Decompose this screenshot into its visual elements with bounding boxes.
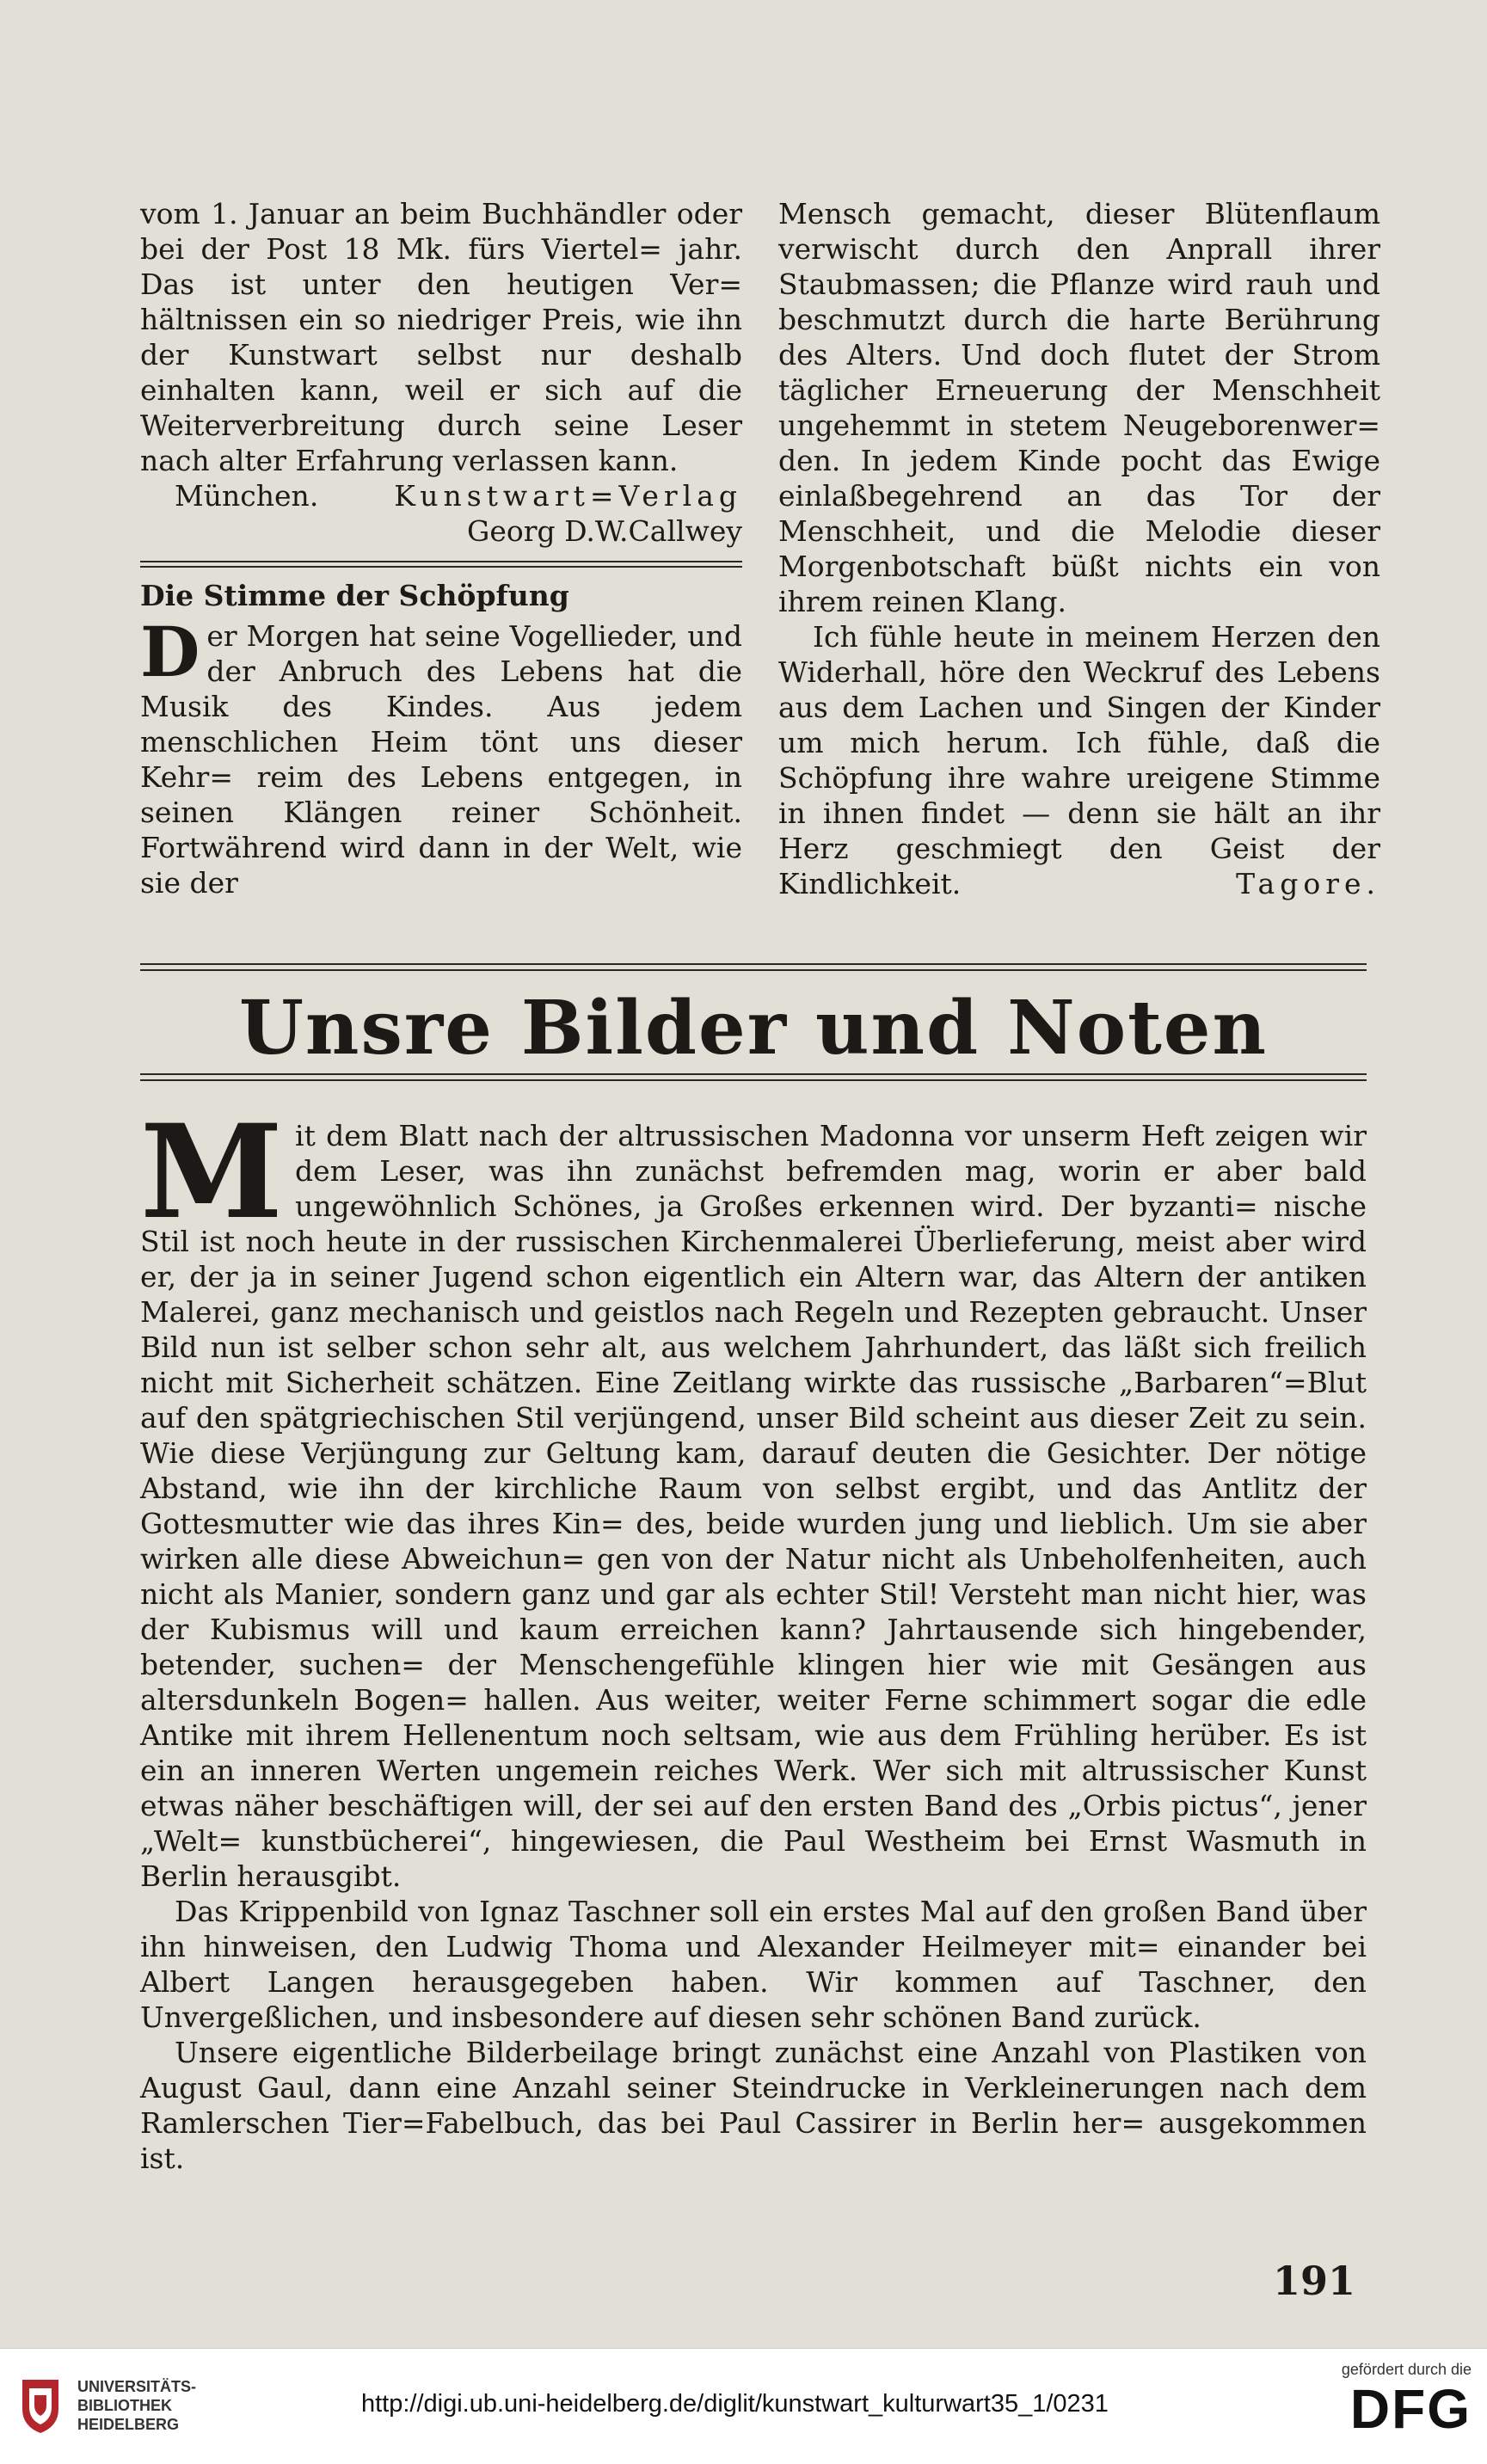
viewer-footer: [0, 2348, 1487, 2464]
drop-cap: D: [140, 611, 200, 692]
article-paragraph-2: Das Krippenbild von Ignaz Taschner soll ein erstes Mal auf den großen Band über ihn hinweisen, den Ludwig Thoma und Alexander Heilmeyer mit= einander bei Albert Langen herausgegeben haben. Wir kommen auf Taschner, den Unvergeßlichen, und insbesondere auf diesen sehr schönen Band zurück.: [140, 1895, 1367, 2034]
article-paragraph-3: Unsere eigentliche Bilderbeilage bringt zunächst eine Anzahl von Plastiken von August Gaul, dann eine Anzahl seiner Steindrucke in Verkleinerungen nach dem Ramlerschen Tier=Fabelbuch, das bei Paul Cassirer in Berlin her= ausgekommen ist.: [140, 2036, 1367, 2175]
right-paragraph-1: Mensch gemacht, dieser Blütenflaum verwischt durch den Anprall ihrer Staubmassen; die Pflanze wird rauh und beschmutzt durch die harte Berührung des Alters. Und doch flutet der Strom täglicher Erneuerung der Menschheit ungehemmt in stetem Neugeborenwer= den. In jedem Kinde pocht das Ewige einlaßbegehrend an das Tor der Menschheit, und die Melodie dieser Morgenbotschaft büßt nichts ein von ihrem reinen Klang.: [778, 197, 1380, 618]
article-body: [140, 1097, 1367, 2176]
page-number: 191: [1273, 2258, 1356, 2304]
funding-label: gefördert durch die: [1341, 2361, 1472, 2378]
signature-owner: Georg D.W.Callwey: [466, 514, 742, 548]
dfg-logo[interactable]: DFG: [1349, 2378, 1472, 2440]
funding-credit: [1342, 2361, 1472, 2439]
publisher-signature: [140, 478, 742, 513]
signature-city: München.: [175, 479, 319, 513]
subscription-paragraph: vom 1. Januar an beim Buchhändler oder bei der Post 18 Mk. fürs Viertel= jahr. Das ist unter den heutigen Ver= hältnissen ein so niedriger Preis, wie ihn der Kunstwart selbst nur deshalb einhalten kann, weil er sich auf die Weiterverbreitung durch seine Leser nach alter Erfahrung verlassen kann.: [140, 197, 742, 477]
library-logo[interactable]: [15, 2375, 196, 2436]
library-emblem-icon: [15, 2375, 65, 2436]
headline-rule-top: [140, 963, 1367, 971]
article-drop-cap: M: [140, 1097, 284, 1248]
section-text: er Morgen hat seine Vogellieder, und der Anbruch des Lebens hat die Musik des Kindes. Aus jedem menschlichen Heim tönt uns dieser Kehr= reim des Lebens entgegen, in seinen Klängen reiner Schönheit. Fortwährend wird dann in der Welt, wie sie der: [140, 619, 742, 900]
permalink-link[interactable]: http://digi.ub.uni-heidelberg.de/diglit/kunstwart_kulturwart35_1/0231: [361, 2390, 1109, 2418]
left-column: [140, 196, 742, 900]
article-paragraph-1: [140, 1097, 1367, 1894]
article-paragraph-1-text: it dem Blatt nach der altrussischen Madonna vor unserm Heft zeigen wir dem Leser, was ihn zunächst befremden mag, worin er aber bald ungewöhnlich Schönes, ja Großes erkennen wird. Der byzanti= nische Stil ist noch heute in der russischen Kirchenmalerei Überlieferung, meist aber wird er, der ja in seiner Jugend schon eigentlich ein Altern war, das Altern der antiken Malerei, ganz mechanisch und geistlos nach Regeln und Rezepten gebraucht. Unser Bild nun ist selber schon sehr alt, aus welchem Jahrhundert, das läßt sich freilich nicht mit Sicherheit schätzen. Eine Zeitlang wirkte das russische „Barbaren“=Blut auf den spätgriechischen Stil verjüngend, unser Bild scheint aus dieser Zeit zu sein. Wie diese Verjüngung zur Geltung kam, darauf deuten die Gesichter. Der nötige Abstand, wie ihn der kirchliche Raum von selbst ergibt, und das Antlitz der Gottesmutter wie das ihres Kin= des, beide wurden jung und lieblich. Um sie aber wirken alle diese Abweichun= gen von der Natur nicht als Unbeholfenheiten, auch nicht als Manier, sondern ganz und gar als echter Stil! Versteht man nicht hier, was der Kubismus will und kaum erreichen kann? Jahrtausende sich hingebender, betender, suchen= der Menschengefühle klingen hier wie mit Gesängen aus altersdunkeln Bogen= hallen. Aus weiter, weiter Ferne schimmert sogar die edle Antike mit ihrem Hellenentum noch seltsam, wie aus dem Frühling herüber. Es ist ein an inneren Werten ungemein reiches Werk. Wer sich mit altrussischer Kunst etwas näher beschäftigen will, der sei auf den ersten Band des „Orbis pictus“, jener „Welt= kunstbücherei“, hingewiesen, die Paul Westheim bei Ernst Wasmuth in Berlin herausgibt.: [140, 1119, 1367, 1893]
section-heading: Die Stimme der Schöpfung: [140, 579, 569, 612]
author-signature: Tagore.: [1236, 867, 1380, 900]
column-divider: [140, 561, 742, 568]
section-paragraph: [140, 611, 742, 900]
right-paragraph-2-text: Ich fühle heute in meinem Herzen den Widerhall, höre den Weckruf des Lebens aus dem Lachen und Singen der Kinder um mich herum. Ich fühle, daß die Schöpfung ihre wahre ureigene Stimme in ihnen findet — denn sie hält an ihr Herz geschmiegt den Geist der Kindlichkeit.: [778, 620, 1380, 900]
right-paragraph-2: [778, 619, 1380, 901]
right-column: [778, 196, 1380, 901]
article-headline: Unsre Bilder und Noten: [238, 985, 1269, 1072]
library-name: UNIVERSITÄTS- BIBLIOTHEK HEIDELBERG: [77, 2378, 197, 2433]
headline-rule-bottom: [140, 1073, 1367, 1081]
signature-publisher: Kunstwart=Verlag: [394, 479, 742, 513]
